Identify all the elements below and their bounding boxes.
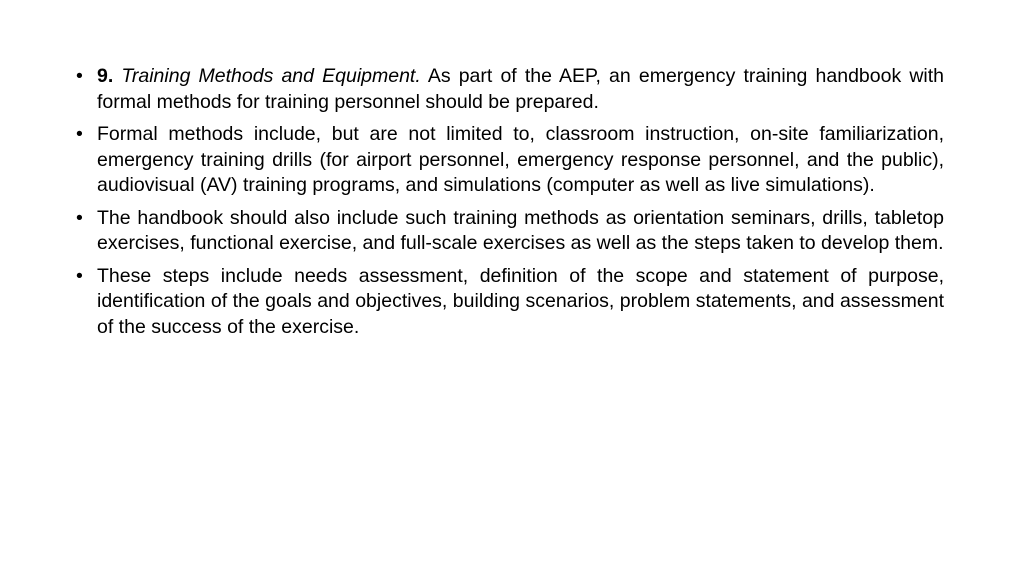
section-title: Training Methods and Equipment. xyxy=(121,65,421,87)
bullet-marker: • xyxy=(76,65,83,87)
bullet-text: As part of the AEP, an emergency training handbook with formal methods for training personnel should be prepared. xyxy=(97,65,945,113)
bullet-item-steps xyxy=(76,264,944,341)
bullet-text: These steps include needs assessment, definition of the scope and statement of purpose, identification of the goals and objectives, building scenarios, problem statements, and assessment of the success of the exercise. xyxy=(97,264,944,338)
bullet-item-formal-methods xyxy=(76,122,944,199)
bullet-item-training-methods xyxy=(76,64,944,115)
bullet-marker: • xyxy=(76,264,83,287)
bullet-marker: • xyxy=(76,206,83,229)
bullet-list xyxy=(76,64,944,347)
bullet-item-handbook-methods xyxy=(76,206,944,257)
section-number: 9. xyxy=(97,65,114,87)
bullet-text: Formal methods include, but are not limited to, classroom instruction, on-site familiarization, emergency training drills (for airport personnel, emergency response personnel, and the public), audiovisual (AV) training programs, and simulations (computer as well as live simulations). xyxy=(97,123,944,196)
bullet-text: The handbook should also include such training methods as orientation seminars, drills, tabletop exercises, functional exercise, and full-scale exercises as well as the steps taken to develop them. xyxy=(97,206,944,254)
bullet-marker: • xyxy=(76,123,83,145)
